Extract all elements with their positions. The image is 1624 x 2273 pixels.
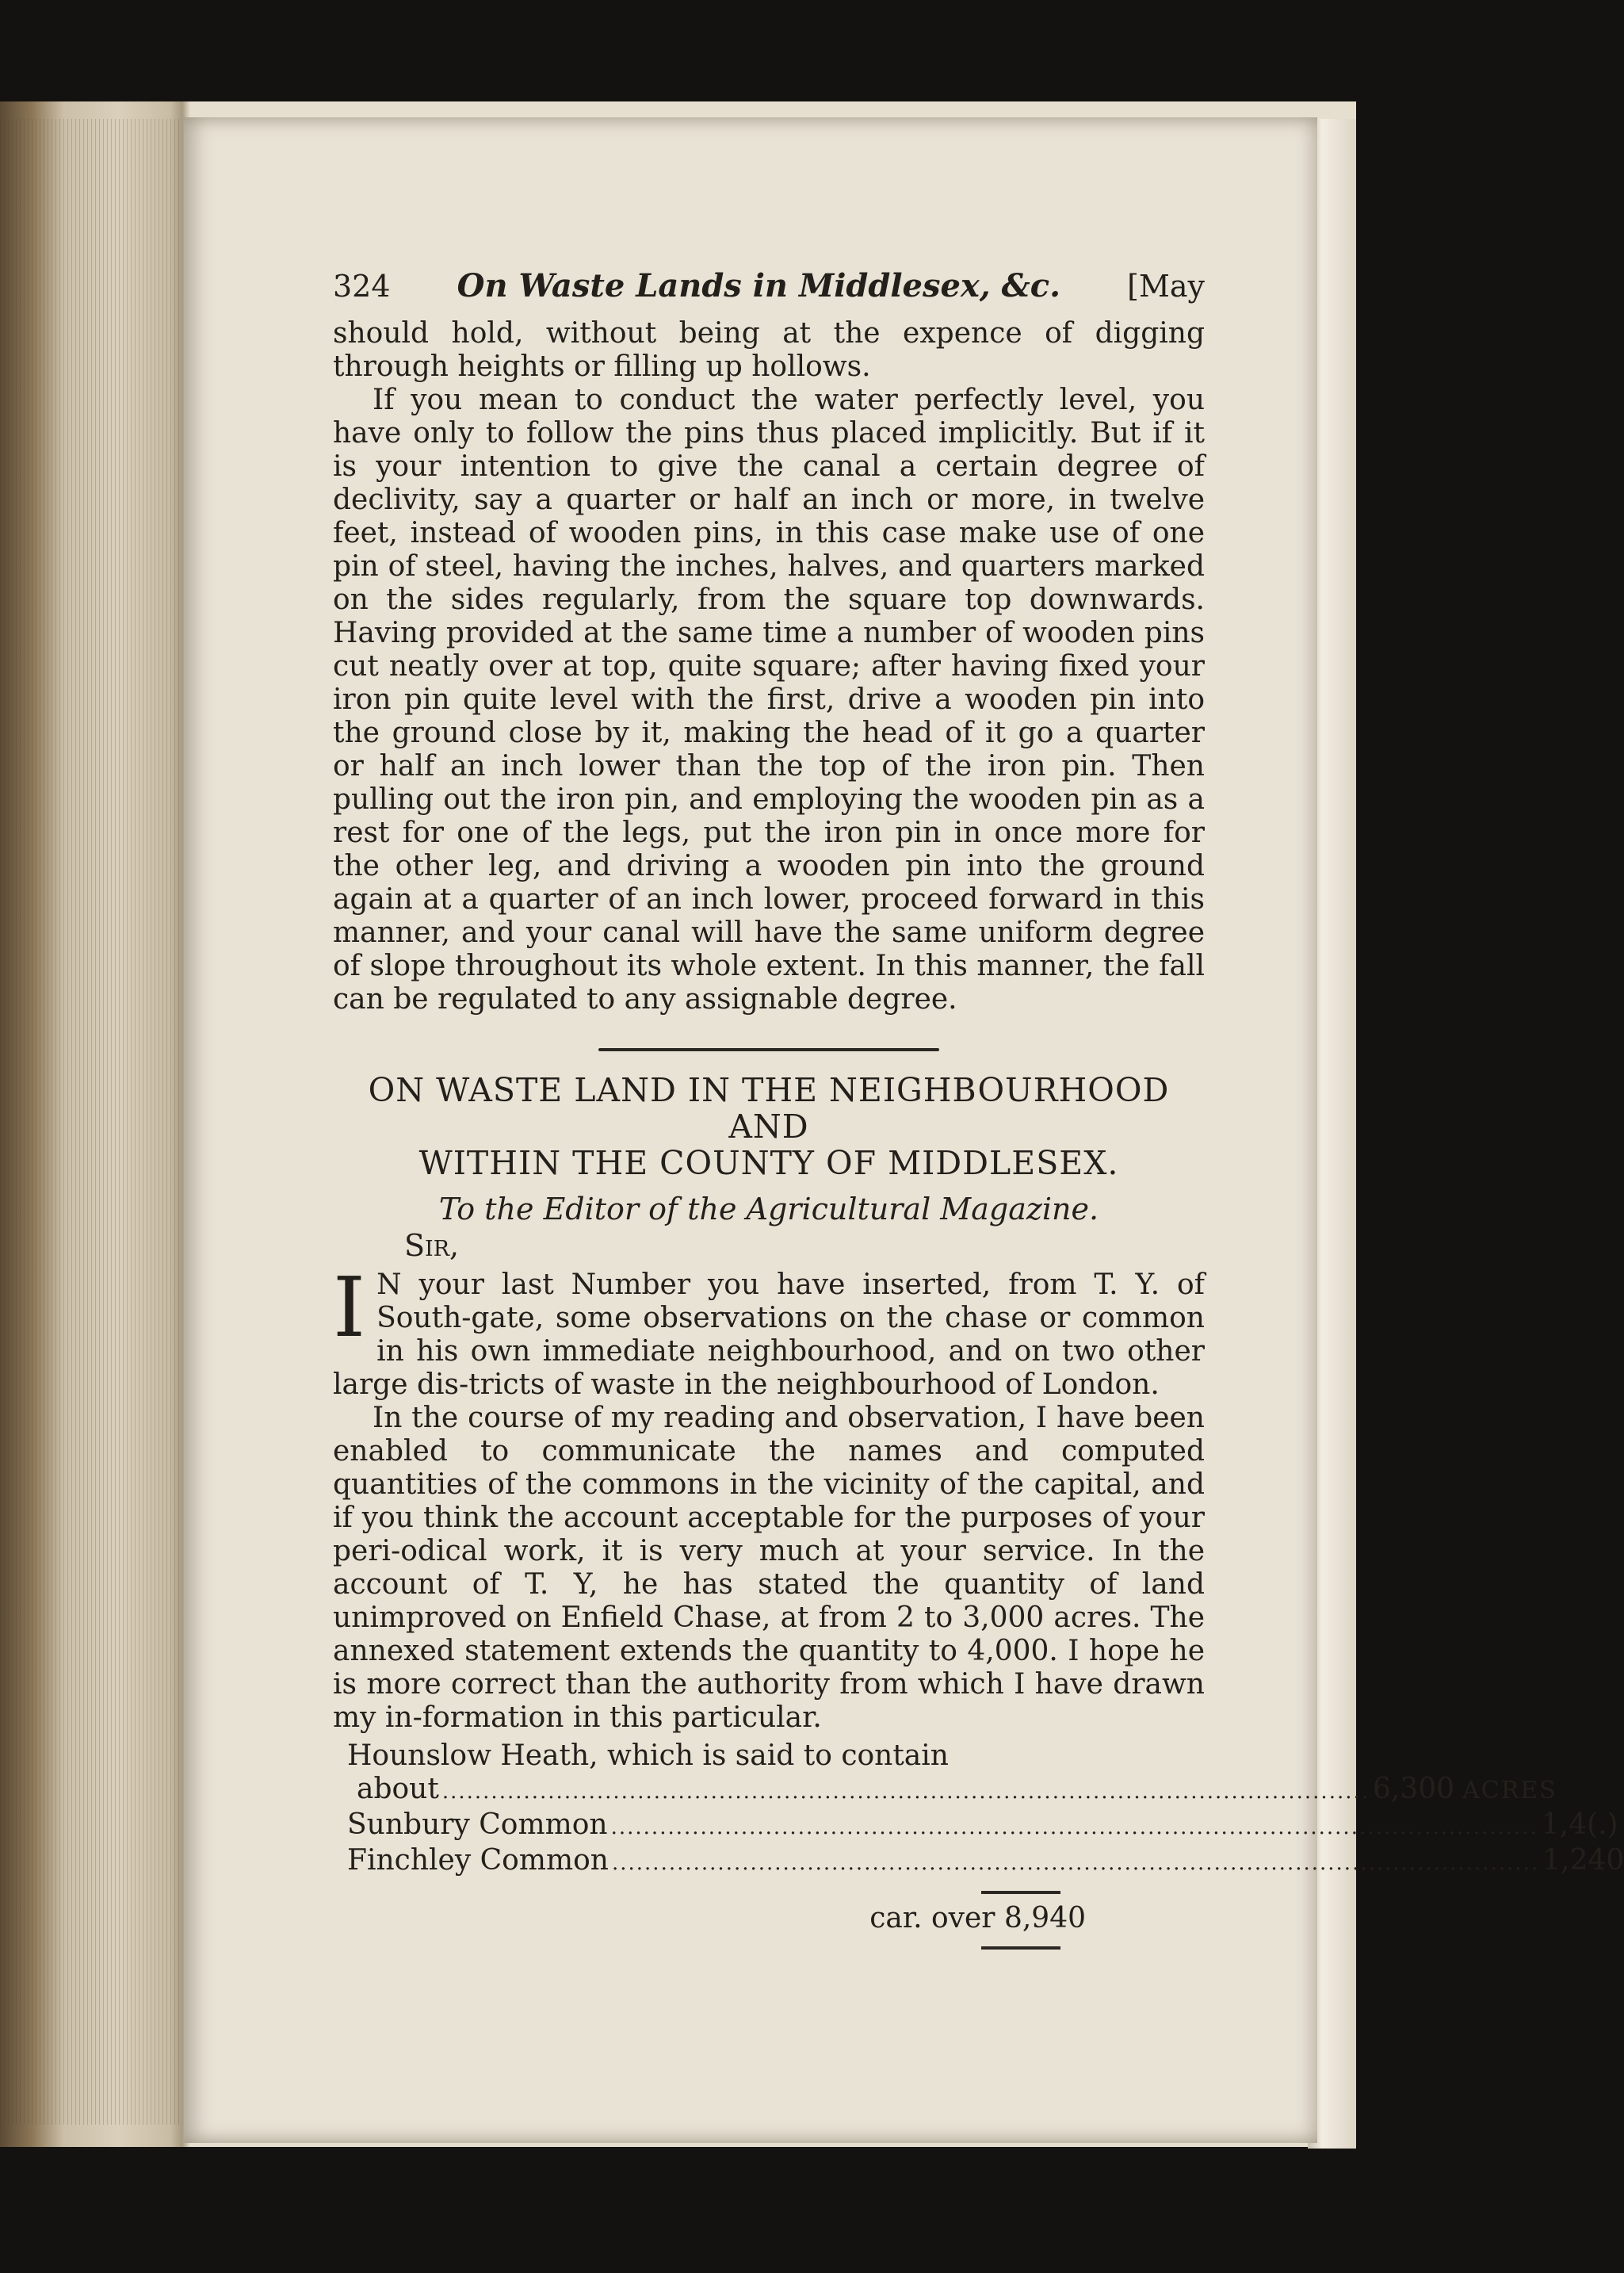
salutation: Sir, xyxy=(404,1228,460,1263)
table-row xyxy=(333,1844,1624,1880)
page-edges xyxy=(0,119,182,2125)
running-title: On Waste Lands in Middlesex, &c. xyxy=(457,267,1061,304)
row-label: Finchley Common xyxy=(347,1844,609,1877)
row-unit: ACRES xyxy=(1462,1777,1557,1804)
page-number: 324 xyxy=(333,269,391,304)
total-value: car. over 8,940 xyxy=(869,1902,1086,1934)
article-title-line-1: ON WASTE LAND IN THE NEIGHBOURHOOD AND xyxy=(368,1071,1170,1146)
table-row xyxy=(333,1773,1557,1808)
table-row xyxy=(333,1808,1618,1844)
end-rule xyxy=(981,1946,1060,1950)
leader-dots: .................................................................................................................. xyxy=(611,1851,1540,1875)
leader-dots: .................................................................................................................. xyxy=(441,1780,1370,1804)
issue-month: [May xyxy=(1127,269,1205,304)
row-value: 1,240 xyxy=(1542,1844,1624,1877)
commons-table xyxy=(333,1739,1624,1950)
article-title-line-2: WITHIN THE COUNTY OF MIDDLESEX. xyxy=(418,1144,1119,1182)
section-divider xyxy=(598,1048,939,1051)
row-label: about xyxy=(357,1773,439,1805)
row-value: 6,300 xyxy=(1373,1773,1455,1805)
table-intro: Hounslow Heath, which is said to contain xyxy=(347,1739,949,1772)
opening-paragraph xyxy=(333,1259,1205,1402)
continuation-paragraph: should hold, without being at the expence of digging through heights or filling up hollows. xyxy=(333,317,1205,383)
row-value: 1,4(.) xyxy=(1541,1808,1618,1841)
body-paragraph: If you mean to conduct the water perfectly level, you have only to follow the pins thus placed implicitly. But if it is your intention to give the canal a certain degree of declivity, say a quarter or half an inch or more, in twelve feet, instead of wooden pins, in this case make use of one pin of steel, having the inches, halves, and quarters marked on the sides regularly, from the square top downwards. Having provided at the same time a number of wooden pins cut neatly over at top, quite square; after having fixed your iron pin quite level with the first, drive a wooden pin into the ground close by it, making the head of it go a quarter or half an inch lower than the top of the iron pin. Then pulling out the iron pin, and employing the wooden pin as a rest for one of the legs, put the iron pin in once more for the other leg, and driving a wooden pin into the ground again at a quarter of an inch lower, proceed forward in this manner, and your canal will have the same uniform degree of slope throughout its whole extent. In this manner, the fall can be regulated to any assignable degree. xyxy=(333,384,1205,1016)
running-header xyxy=(333,267,1205,304)
row-label: Sunbury Common xyxy=(347,1808,608,1841)
page-content xyxy=(333,267,1624,1950)
table-total xyxy=(333,1902,1205,1935)
sum-rule xyxy=(981,1891,1060,1894)
opening-paragraph-text: N your last Number you have inserted, from T. Y. of South-gate, some observations on the chase or common in his own immediate neighbourhood, and on two other large dis-tricts of waste in the neighbourhood of London. xyxy=(333,1269,1205,1401)
drop-cap: I xyxy=(333,1259,366,1356)
leader-dots: .................................................................................................................. xyxy=(610,1816,1538,1839)
body-paragraph: In the course of my reading and observation, I have been enabled to communicate the names and computed quantities of the commons in the vicinity of the capital, and if you think the account acceptable for the purposes of your peri-odical work, it is very much at your service. In the account of T. Y, he has stated the quantity of land unimproved on Enfield Chase, at from 2 to 3,000 acres. The annexed statement extends the quantity to 4,000. I hope he is more correct than the authority from which I have drawn my in-formation in this particular. xyxy=(333,1402,1205,1734)
addressee-line: To the Editor of the Agricultural Magazine. xyxy=(438,1192,1099,1226)
